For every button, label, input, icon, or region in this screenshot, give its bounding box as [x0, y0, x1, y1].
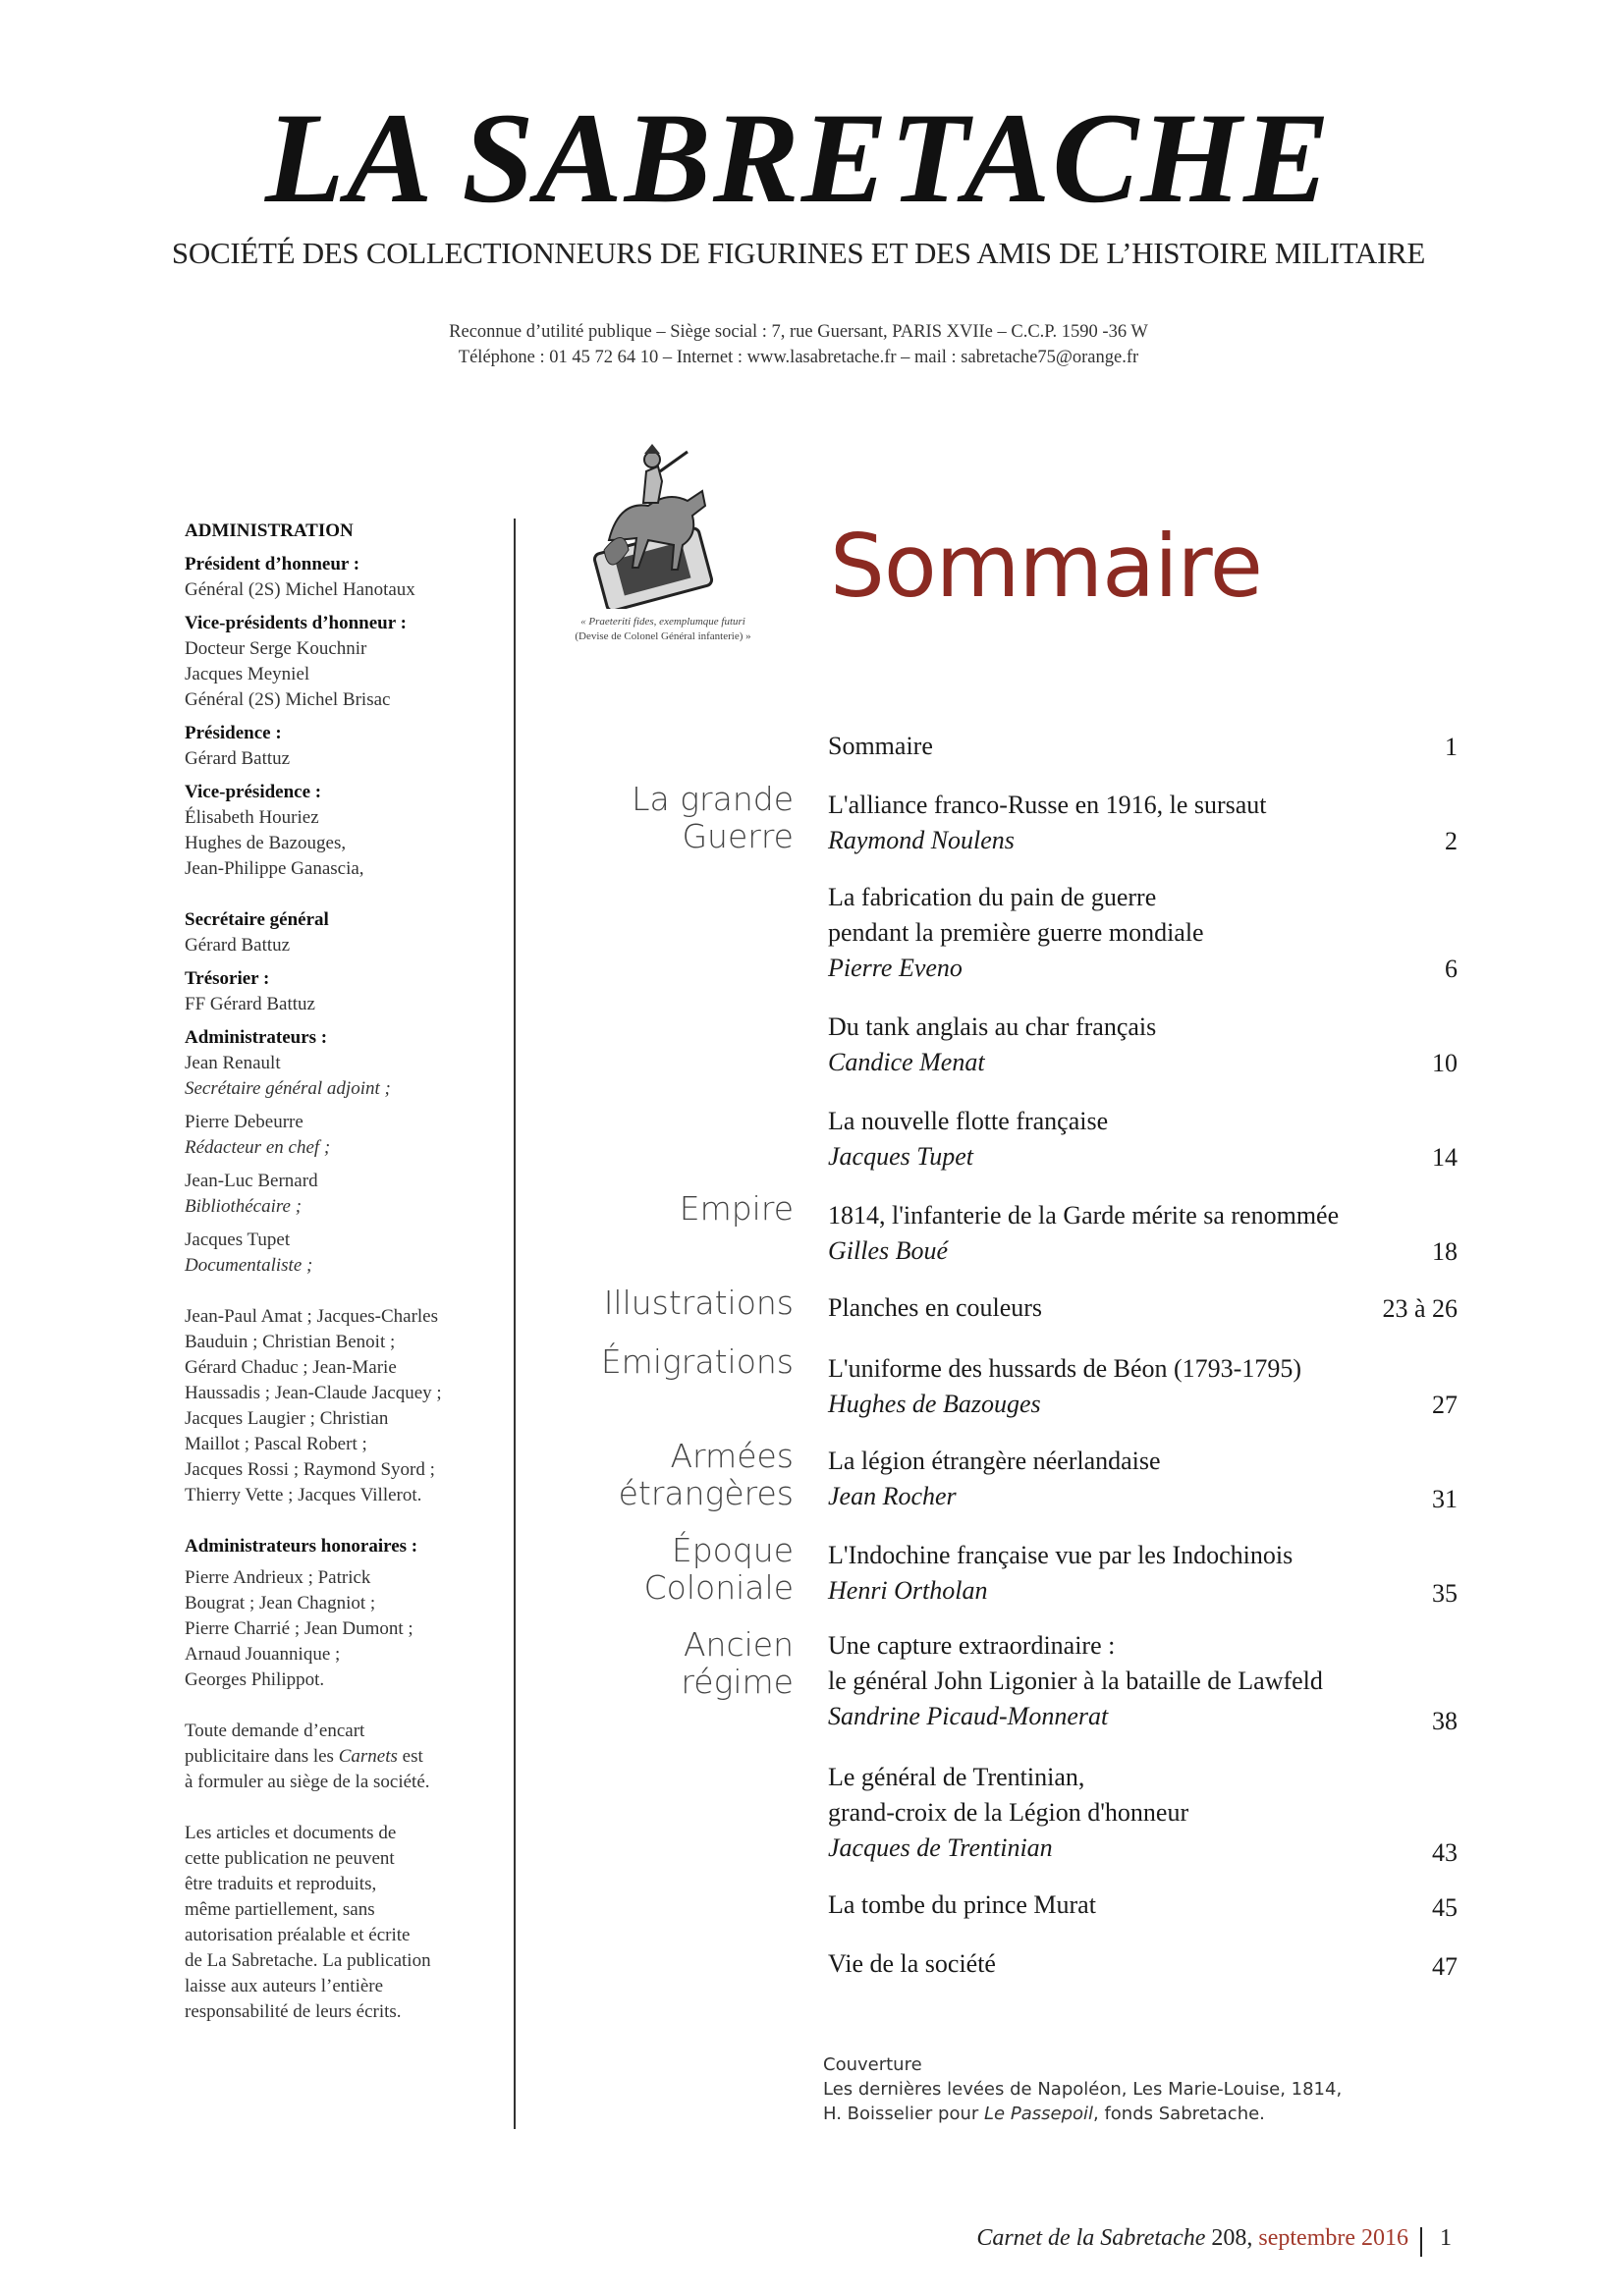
administrateurs-group — [185, 1025, 514, 1279]
toc-page-number: 47 — [1432, 1952, 1458, 1981]
masthead-title: LA SABRETACHE — [264, 85, 1333, 230]
category-epoque-coloniale: Époque Coloniale — [643, 1531, 794, 1607]
toc-page-number: 23 à 26 — [1382, 1294, 1458, 1323]
column-divider — [514, 519, 516, 2129]
presidence-group — [185, 721, 514, 772]
toc-page-number: 18 — [1432, 1237, 1458, 1266]
vice-presidence-name: Jean-Philippe Ganascia, — [185, 858, 364, 879]
administration-sidebar — [185, 519, 514, 2025]
toc-entry[interactable]: L'alliance franco-Russe en 1916, le sursaut Raymond Noulens — [828, 791, 1267, 854]
footer-separator — [1420, 2227, 1422, 2257]
vice-president-honneur-name: Jacques Meyniel — [185, 664, 310, 684]
footer-journal: Carnet de la Sabretache — [976, 2225, 1206, 2251]
toc-entry[interactable]: L'uniforme des hussards de Béon (1793-1795) Hughes de Bazouges — [828, 1354, 1301, 1418]
toc-entry[interactable]: Planches en couleurs — [828, 1293, 1043, 1322]
tresorier-group — [185, 966, 514, 1017]
category-armees-etrangeres: Armées étrangères — [618, 1437, 794, 1512]
toc-entry[interactable]: L'Indochine française vue par les Indochinois Henri Ortholan — [828, 1541, 1294, 1605]
toc-page-number: 35 — [1432, 1579, 1458, 1608]
administrateur-entry: Pierre Debeurre Rédacteur en chef ; — [185, 1112, 331, 1158]
toc-entry[interactable]: La nouvelle flotte française Jacques Tupet — [828, 1107, 1109, 1171]
toc-page-number: 6 — [1445, 955, 1458, 983]
tresorier-name: FF Gérard Battuz — [185, 994, 315, 1014]
members-list: Jean-Paul Amat ; Jacques-Charles Bauduin ; Christian Benoit ; Gérard Chaduc ; Jean-Marie Haussadis ; Jean-Claude Jacquey ; Jacques Laugier ; Christian Maillot ; Pascal Robert ; Jacques Rossi ; Raymond Syord ; Thierry Vette ; Jacques Villerot. — [185, 1306, 442, 1505]
toc-page-number: 45 — [1432, 1893, 1458, 1922]
toc-entry[interactable]: Le général de Trentinian, grand-croix de la Légion d'honneur Jacques de Trentinian — [828, 1763, 1189, 1862]
encart-notice: Toute demande d’encart publicitaire dans les Carnets est à formuler au siège de la société. — [185, 1721, 430, 1792]
footer-issue: Carnet de la Sabretache 208, septembre 2016 — [976, 2225, 1408, 2251]
toc-page-number: 31 — [1432, 1485, 1458, 1513]
vice-presidence-group — [185, 780, 514, 882]
rights-notice: Les articles et documents de cette publication ne peuvent être traduits et reproduits, même partiellement, sans autorisation préalable et écrite de La Sabretache. La publication laisse aux auteurs l’entière responsabilité de leurs écrits. — [185, 1823, 431, 2022]
category-grande-guerre: La grande Guerre — [632, 780, 794, 855]
administrateur-entry: Jean Renault Secrétaire général adjoint ; — [185, 1053, 391, 1099]
toc-page-number: 43 — [1432, 1838, 1458, 1867]
administrateurs-label: Administrateurs : — [185, 1027, 328, 1048]
secretaire-label: Secrétaire général — [185, 909, 329, 930]
emblem-motto: « Praeteriti fides, exemplumque futuri (Devise de Colonel Général infanterie) » — [575, 616, 751, 642]
administrateur-entry: Jacques Tupet Documentaliste ; — [185, 1230, 313, 1276]
contact-line: Téléphone : 01 45 72 64 10 – Internet : www.lasabretache.fr – mail : sabretache75@orange.fr — [458, 348, 1139, 367]
toc-page-number: 14 — [1432, 1143, 1458, 1172]
toc-entry[interactable]: 1814, l'infanterie de la Garde mérite sa renommée Gilles Boué — [828, 1201, 1340, 1265]
secretaire-name: Gérard Battuz — [185, 935, 291, 956]
toc-entry[interactable]: La légion étrangère néerlandaise Jean Rocher — [828, 1447, 1161, 1510]
toc-entry[interactable]: La tombe du prince Murat — [828, 1890, 1096, 1919]
category-emigrations: Émigrations — [600, 1342, 794, 1381]
honoraires-label: Administrateurs honoraires : — [185, 1536, 418, 1557]
cover-credit: Couverture Les dernières levées de Napoléon, Les Marie-Louise, 1814, H. Boisselier pour Le Passepoil, fonds Sabretache. — [823, 2052, 1461, 2126]
president-honneur-label: Président d’honneur : — [185, 554, 360, 574]
toc-page-number: 1 — [1445, 733, 1458, 761]
category-illustrations: Illustrations — [603, 1284, 794, 1322]
toc-page-number: 27 — [1432, 1391, 1458, 1419]
toc-entry[interactable]: La fabrication du pain de guerre pendant la première guerre mondiale Pierre Eveno — [828, 883, 1204, 982]
cavalry-engraving-icon — [589, 432, 722, 609]
presidence-label: Présidence : — [185, 723, 282, 743]
footer-date: septembre 2016 — [1258, 2225, 1408, 2251]
administration-heading: ADMINISTRATION — [185, 520, 354, 541]
address-block — [0, 319, 1597, 370]
category-ancien-regime: Ancien régime — [681, 1625, 794, 1701]
honoraires-group: Administrateurs honoraires : Pierre Andrieux ; Patrick Bougrat ; Jean Chagniot ; Pierre Charrié ; Jean Dumont ; Arnaud Jouannique ; Georges Philippot. — [185, 1534, 514, 1693]
vice-presidence-name: Hughes de Bazouges, — [185, 833, 347, 853]
vice-president-honneur-name: Docteur Serge Kouchnir — [185, 638, 367, 659]
vice-presidents-honneur-group — [185, 611, 514, 713]
toc-page-number: 38 — [1432, 1707, 1458, 1735]
toc-page-number: 2 — [1445, 827, 1458, 855]
secretaire-group — [185, 907, 514, 958]
sommaire-title: Sommaire — [830, 516, 1262, 617]
president-honneur-name: Général (2S) Michel Hanotaux — [185, 579, 415, 600]
vice-president-honneur-name: Général (2S) Michel Brisac — [185, 689, 391, 710]
tresorier-label: Trésorier : — [185, 968, 270, 989]
address-line: Reconnue d’utilité publique – Siège social : 7, rue Guersant, PARIS XVIIe – C.C.P. 1590 -36 W — [449, 322, 1148, 342]
vice-presidence-label: Vice-présidence : — [185, 782, 322, 802]
footer-page-number: 1 — [1440, 2225, 1452, 2251]
vice-presidents-honneur-label: Vice-présidents d’honneur : — [185, 613, 407, 633]
toc-entry[interactable]: Sommaire — [828, 732, 933, 760]
society-subtitle: SOCIÉTÉ DES COLLECTIONNEURS DE FIGURINES ET DES AMIS DE L’HISTOIRE MILITAIRE — [171, 236, 1426, 270]
presidence-name: Gérard Battuz — [185, 748, 291, 769]
toc-entry[interactable]: Une capture extraordinaire : le général John Ligonier à la bataille de Lawfeld Sandrine Picaud-Monnerat — [828, 1631, 1323, 1730]
vice-presidence-name: Élisabeth Houriez — [185, 807, 319, 828]
president-honneur-group — [185, 552, 514, 603]
toc-page-number: 10 — [1432, 1049, 1458, 1077]
cover-label: Couverture — [823, 2054, 922, 2075]
toc-entry[interactable]: Du tank anglais au char français Candice Menat — [828, 1012, 1157, 1076]
toc-entry[interactable]: Vie de la société — [828, 1949, 996, 1978]
category-empire: Empire — [679, 1189, 794, 1228]
administrateur-entry: Jean-Luc Bernard Bibliothécaire ; — [185, 1171, 318, 1217]
